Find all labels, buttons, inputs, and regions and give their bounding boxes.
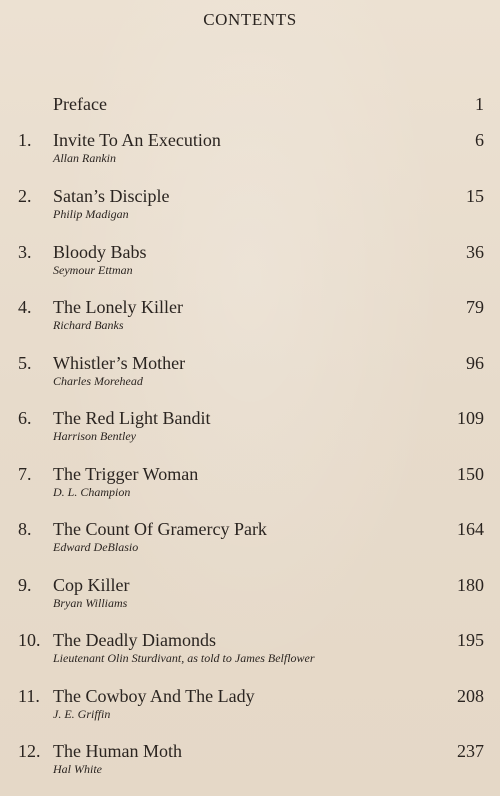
entry-number: 10. <box>18 630 41 650</box>
entry-title: Whistler’s Mother <box>53 353 186 373</box>
entry-author: Hal White <box>53 762 102 776</box>
entry-page-number: 164 <box>457 519 484 539</box>
entry-page-number: 96 <box>466 353 484 373</box>
entry-author: J. E. Griffin <box>53 707 111 721</box>
entry-page-number: 15 <box>466 186 484 206</box>
entry-number: 2. <box>18 186 32 206</box>
entry-number: 8. <box>18 519 32 539</box>
entry-page-number: 6 <box>475 130 484 150</box>
contents-entry <box>0 630 500 678</box>
entry-author: Harrison Bentley <box>53 429 136 443</box>
entry-page-number: 237 <box>457 741 484 761</box>
entry-number: 9. <box>18 575 32 595</box>
entry-author: D. L. Champion <box>53 485 131 499</box>
entry-title: The Red Light Bandit <box>53 408 211 428</box>
entry-title: The Deadly Diamonds <box>53 630 216 650</box>
contents-entry <box>0 242 500 290</box>
entry-page-number: 208 <box>457 686 484 706</box>
contents-entry <box>0 408 500 456</box>
entry-number: 12. <box>18 741 41 761</box>
entry-author: Allan Rankin <box>53 151 116 165</box>
entry-number: 3. <box>18 242 32 262</box>
contents-entry <box>0 575 500 623</box>
contents-entry <box>0 519 500 567</box>
entry-author: Edward DeBlasio <box>53 540 139 554</box>
entry-title: The Human Moth <box>53 741 182 761</box>
contents-entry <box>0 186 500 234</box>
entry-number: 11. <box>18 686 40 706</box>
entry-title: Bloody Babs <box>53 242 147 262</box>
entry-number: 1. <box>18 130 32 150</box>
contents-entry <box>0 353 500 401</box>
entry-title: Satan’s Disciple <box>53 186 170 206</box>
entry-page-number: 36 <box>466 242 484 262</box>
entry-author: Seymour Ettman <box>53 263 133 277</box>
entry-author: Philip Madigan <box>53 207 129 221</box>
entry-title: The Trigger Woman <box>53 464 199 484</box>
preface-page-number: 1 <box>475 94 484 114</box>
entry-title: Invite To An Execution <box>53 130 221 150</box>
preface-title: Preface <box>53 94 107 114</box>
contents-entry <box>0 686 500 734</box>
entry-title: The Count Of Gramercy Park <box>53 519 267 539</box>
entry-title: Cop Killer <box>53 575 130 595</box>
entry-number: 7. <box>18 464 32 484</box>
entry-page-number: 150 <box>457 464 484 484</box>
entry-number: 4. <box>18 297 32 317</box>
contents-entry <box>0 464 500 512</box>
entry-author: Lieutenant Olin Sturdivant, as told to James Belflower <box>53 651 315 665</box>
entry-number: 6. <box>18 408 32 428</box>
entry-author: Richard Banks <box>53 318 124 332</box>
entry-page-number: 195 <box>457 630 484 650</box>
contents-entry <box>0 741 500 789</box>
entry-page-number: 180 <box>457 575 484 595</box>
entry-page-number: 109 <box>457 408 484 428</box>
entry-title: The Cowboy And The Lady <box>53 686 255 706</box>
entry-author: Bryan Williams <box>53 596 128 610</box>
entry-page-number: 79 <box>466 297 484 317</box>
contents-heading: CONTENTS <box>203 10 297 29</box>
contents-entry <box>0 130 500 178</box>
entry-title: The Lonely Killer <box>53 297 183 317</box>
entry-number: 5. <box>18 353 32 373</box>
contents-entry <box>0 297 500 345</box>
entry-author: Charles Morehead <box>53 374 143 388</box>
